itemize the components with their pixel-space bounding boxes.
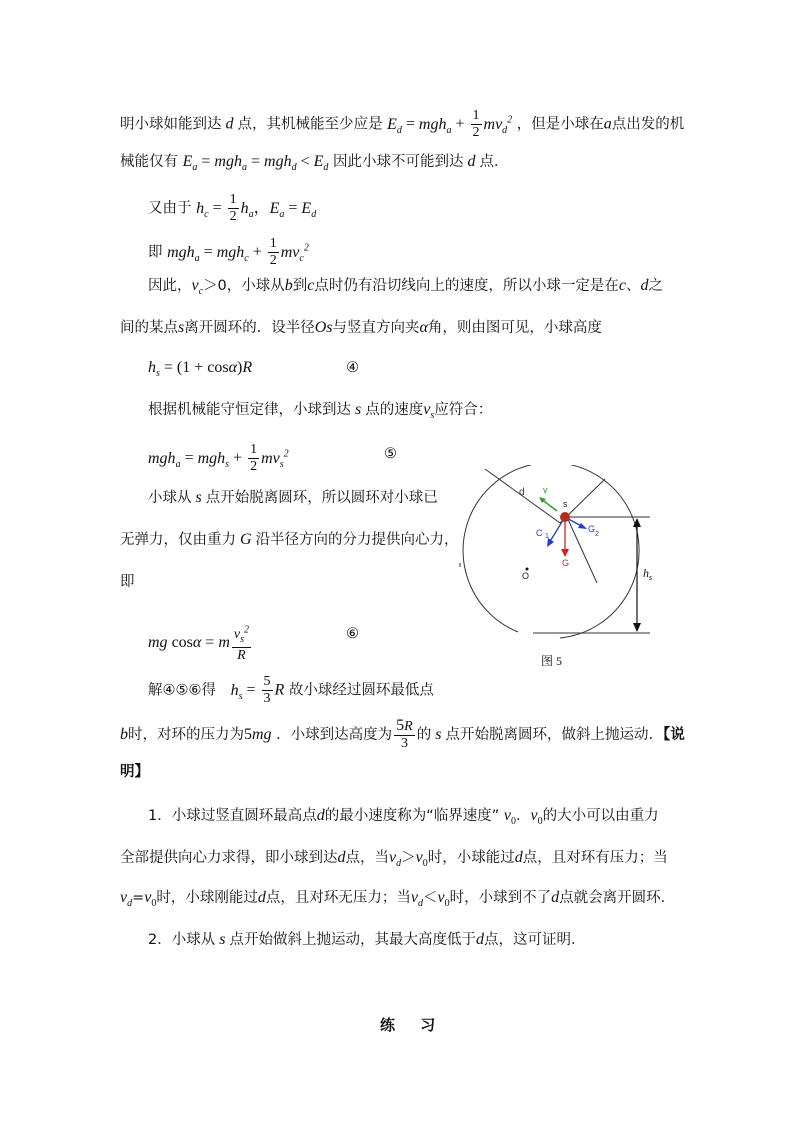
text-line: 2．小球从 s 点开始做斜上抛运动，其最大高度低于d点，这可证明． bbox=[148, 931, 586, 948]
text-line: b时，对环的压力为5mg ．小球到达高度为 $\frac{5R}{3}$ 的 s 点开始脱离圆环，做斜上抛运动．【说 bbox=[120, 717, 685, 751]
text-line: 又由于 $h_c$ = $\frac{1}{2}$ $h_a$，$E_a = E_d$ bbox=[148, 192, 317, 224]
circle-figure bbox=[445, 465, 675, 665]
gravity-arrow-head bbox=[561, 549, 569, 557]
text-line: 械能仅有 $E_a = mgh_a = mgh_d < E_d$ 因此小球不可能到达 d 点． bbox=[120, 153, 509, 174]
text-line: 明】 bbox=[120, 764, 149, 780]
ring bbox=[463, 465, 639, 638]
text-line: $v_d=v_0$时，小球刚能过d点，且对环无压力；当$v_d<v_0$时，小球到不了d点就会离开圆环． bbox=[120, 889, 676, 910]
ball bbox=[560, 512, 570, 522]
equation-number: ⑥ bbox=[346, 626, 359, 642]
text-line: 因此，$v_c>0$，小球从b到c点时仍有沿切线向上的速度，所以小球一定是在c、d之 bbox=[148, 277, 664, 298]
equation-6: mg cosα = m $\frac{v_s^2}{R}$ bbox=[148, 624, 250, 664]
equation-number: ⑤ bbox=[384, 446, 397, 462]
label-d: d bbox=[519, 487, 525, 498]
equation-4: $h_s = (1 + \cos\alpha)R$ bbox=[148, 359, 253, 380]
figure-caption: 图 5 bbox=[541, 654, 563, 668]
text-line: 即 bbox=[120, 574, 135, 590]
text-line: 间的某点s离开圆环的．设半径Os与竖直方向夹α角，则由图可见，小球高度 bbox=[120, 319, 602, 336]
label-g2: G bbox=[588, 524, 596, 534]
text-line: 根据机械能守恒定律，小球到达 s 点的速度$v_s$应符合： bbox=[148, 401, 493, 422]
text-line: 全部提供向心力求得，即小球到达d点，当$v_d>v_0$时，小球能过d点，且对环有压力；当 bbox=[120, 849, 668, 870]
text-line: 1．小球过竖直圆环最高点d的最小速度称为“临界速度” $v_0$．$v_0$的大小可以由重力 bbox=[148, 807, 659, 828]
label-hs: $h_s$ bbox=[643, 566, 653, 582]
text-line: 即 mgh$_a$ = mgh$_c$ + $\frac{1}{2}$ $mv_c^2$ bbox=[148, 236, 309, 268]
section-heading: 练 习 bbox=[380, 1016, 446, 1034]
label-c: C bbox=[536, 528, 543, 538]
equation-number: ④ bbox=[346, 360, 359, 376]
text-line: 无弹力，仅由重力 G 沿半径方向的分力提供向心力， bbox=[120, 531, 459, 548]
equation-5: mgh$_a$ = mgh$_s$ + $\frac{1}{2}$ $mv_s^2$ bbox=[148, 442, 289, 474]
label-s: s bbox=[563, 499, 568, 509]
text-line: 明小球如能到达 d 点，其机械能至少应是 $E_d = mgh_a$ + $\frac{1}{2}$ $mv_d^2$ ，但是小球在a点出发的机 bbox=[120, 108, 685, 140]
g2-arrow-head bbox=[578, 523, 587, 529]
label-g1: 1 bbox=[545, 533, 549, 540]
label-o: O bbox=[522, 571, 530, 581]
label-v: v bbox=[543, 485, 548, 495]
label-g2-sub: 2 bbox=[595, 531, 599, 538]
text-line: 解④⑤⑥得 $h_s$ = $\frac{5}{3}$ R 故小球经过圆环最低点 bbox=[148, 674, 434, 706]
hs-arrow-head-bottom bbox=[633, 623, 641, 632]
text-line: 小球从 s 点开始脱离圆环，所以圆环对小球已 bbox=[148, 489, 438, 506]
label-g: G bbox=[562, 558, 570, 568]
